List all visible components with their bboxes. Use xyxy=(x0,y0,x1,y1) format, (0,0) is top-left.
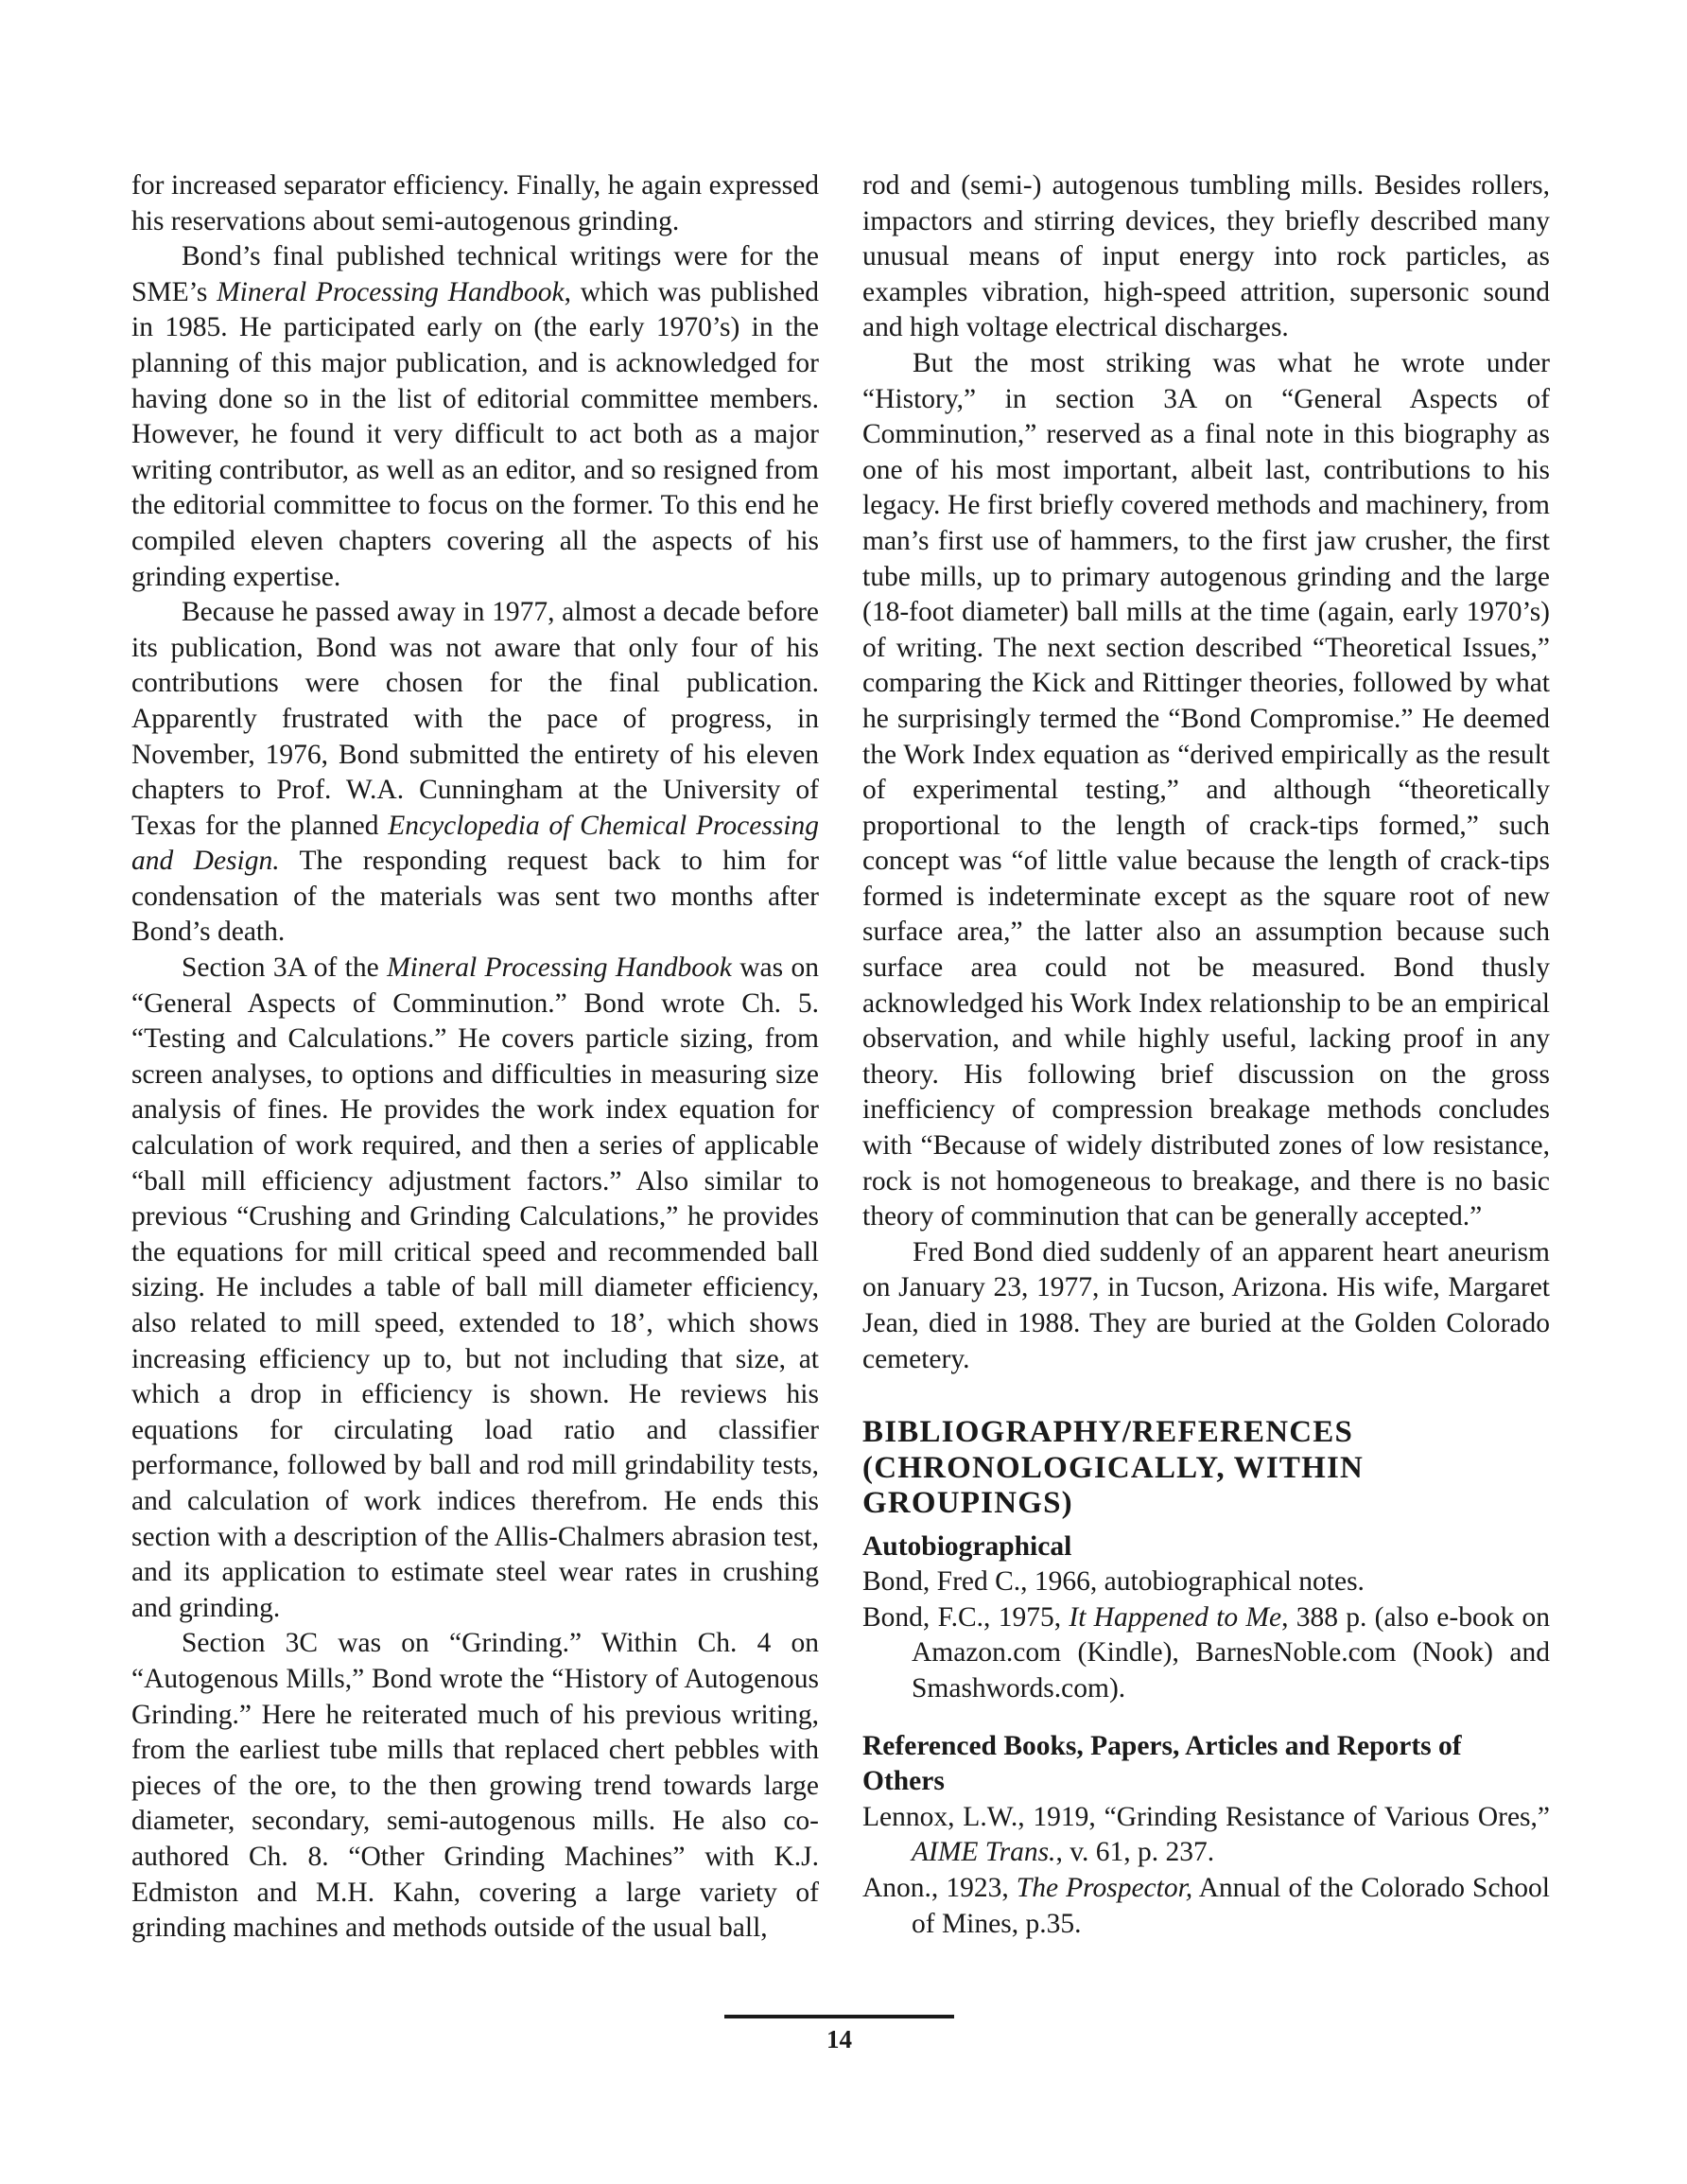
reference-entry xyxy=(862,1564,1550,1600)
book-title: It Happened to Me xyxy=(1069,1601,1282,1633)
reference-text: Annual of the Colorado School of Mines, p.35. xyxy=(912,1873,1550,1939)
paragraph-text: But the most striking was what he wrote under “History,” in section 3A on “General Aspects of Comminution,” reserved as a final note in this biography as one of his most important, albeit last, contributions to his legacy. He first briefly covered methods and machinery, from man’s first use of hammers, to the first jaw crusher, the first tube mills, up to primary autogenous grinding and the large (18-foot diameter) ball mills at the time (again, early 1970’s) of writing. The next section described “Theoretical Issues,” comparing the Kick and Rittinger theories, followed by what he surprisingly termed the “Bond Compromise.” He deemed the Work Index equation as “derived empirically as the result of experimental testing,” and although “theoretically proportional to the length of crack-tips formed,” such concept was “of little value because the length of crack-tips formed is indeterminate except as the square root of new surface area,” the latter also an assumption because such surface area could not be measured. Bond thusly acknowledged his Work Index relationship to be an empirical observation, and while highly useful, lacking proof in any theory. His following brief discussion on the gross inefficiency of compression breakage methods concludes with “Because of widely distributed zones of low resistance, rock is not homogeneous to breakage, and there is no basic theory of comminution that can be generally accepted.” xyxy=(862,347,1550,1232)
footer-rule xyxy=(724,2015,954,2018)
book-title: The Prospector, xyxy=(1016,1873,1193,1904)
book-title: Encyclopedia of Chemical Processing and Design. xyxy=(131,810,819,877)
paragraph xyxy=(131,595,819,951)
paragraph xyxy=(862,346,1550,1235)
reference-text: Lennox, L.W., 1919, “Grinding Resistance of Various Ores,” xyxy=(862,1801,1550,1832)
subsection-heading: Referenced Books, Papers, Articles and Reports of Others xyxy=(862,1730,1462,1797)
book-title: Mineral Processing Handbook xyxy=(387,952,732,984)
paragraph-text: Bond’s final published technical writings were for the SME’s xyxy=(131,241,819,307)
paragraph-text: Section 3C was on “Grinding.” Within Ch. 4 on “Autogenous Mills,” Bond wrote the “History of Autogenous Grinding.” Here he reiterated much of his previous writing, from the earliest tube mills that replaced chert pebbles with pieces of the ore, to the then growing trend towards large diameter, secondary, semi-autogenous mills. He also co-authored Ch. 8. “Other Grinding Machines” with K.J. Edmiston and M.H. Kahn, covering a large variety of grinding machines and methods outside of the usual ball, xyxy=(131,1628,819,1944)
paragraph xyxy=(862,1235,1550,1377)
journal-title: AIME Trans. xyxy=(912,1837,1056,1868)
subsection-heading: Autobiographical xyxy=(862,1530,1072,1562)
reference-text: Bond, Fred C., 1966, autobiographical notes. xyxy=(862,1566,1365,1598)
reference-text: , v. 61, p. 237. xyxy=(1055,1837,1215,1868)
paragraph-text: Section 3A of the xyxy=(182,952,388,984)
reference-text: , 388 p. (also e-book on Amazon.com (Kindle), BarnesNoble.com (Nook) and Smashwords.com). xyxy=(912,1601,1551,1704)
paragraph-text: rod and (semi-) autogenous tumbling mills. Besides rollers, impactors and stirring devices, they briefly described many unusual means of input energy into rock particles, as examples vibration, high-speed attrition, supersonic sound and high voltage electrical discharges. xyxy=(862,170,1550,343)
paragraph-text: Fred Bond died suddenly of an apparent heart aneurism on January 23, 1977, in Tucson, Arizona. His wife, Margaret Jean, died in 1988. They are buried at the Golden Colorado cemetery. xyxy=(862,1236,1550,1374)
paragraph-text: , which was published in 1985. He participated early on (the early 1970’s) in the planning of this major publication, and is acknowledged for having done so in the list of editorial committee members. However, he found it very difficult to act both as a major writing contributor, as well as an editor, and so resigned from the editorial committee to focus on the former. To this end he compiled eleven chapters covering all the aspects of his grinding expertise. xyxy=(131,276,819,592)
reference-text: Bond, F.C., 1975, xyxy=(862,1601,1070,1633)
paragraph-text: Because he passed away in 1977, almost a decade before its publication, Bond was not aware that only four of his contributions were chosen for the final publication. Apparently frustrated with the pace of progress, in November, 1976, Bond submitted the entirety of his eleven chapters to Prof. W.A. Cunningham at the University of Texas for the planned xyxy=(131,597,819,841)
reference-entry xyxy=(862,1871,1550,1942)
section-heading: BIBLIOGRAPHY/REFERENCES (CHRONOLOGICALLY, WITHIN GROUPINGS) xyxy=(862,1415,1365,1521)
paragraph xyxy=(131,168,819,239)
paragraph-text: was on “General Aspects of Comminution.” Bond wrote Ch. 5. “Testing and Calculations.” He covers particle sizing, from screen analyses, to options and difficulties in measuring size analysis of fines. He provides the work index equation for calculation of work required, and then a series of applicable “ball mill efficiency adjustment factors.” Also similar to previous “Crushing and Grinding Calculations,” he provides the equations for mill critical speed and recommended ball sizing. He includes a table of ball mill diameter efficiency, also related to mill speed, extended to 18’, which shows increasing efficiency up to, but not including that size, at which a drop in efficiency is shown. He reviews his equations for circulating load ratio and classifier performance, followed by ball and rod mill grindability tests, and calculation of work indices therefrom. He ends this section with a description of the Allis-Chalmers abrasion test, and its application to estimate steel wear rates in crushing and grinding. xyxy=(131,952,820,1623)
reference-text: Anon., 1923, xyxy=(862,1873,1017,1904)
reference-entry xyxy=(862,1800,1550,1871)
right-column xyxy=(862,168,1550,1942)
paragraph-text: The responding request back to him for condensation of the materials was sent two months after Bond’s death. xyxy=(131,846,819,948)
paragraph xyxy=(131,951,819,1626)
page-number: 14 xyxy=(826,2025,852,2053)
paragraph xyxy=(131,1626,819,1946)
book-title: Mineral Processing Handbook xyxy=(217,276,565,307)
paragraph xyxy=(862,168,1550,346)
reference-entry xyxy=(862,1600,1550,1707)
paragraph xyxy=(131,239,819,595)
paragraph-text: for increased separator efficiency. Finally, he again expressed his reservations about semi-autogenous grinding. xyxy=(131,170,819,236)
left-column xyxy=(131,168,819,1947)
